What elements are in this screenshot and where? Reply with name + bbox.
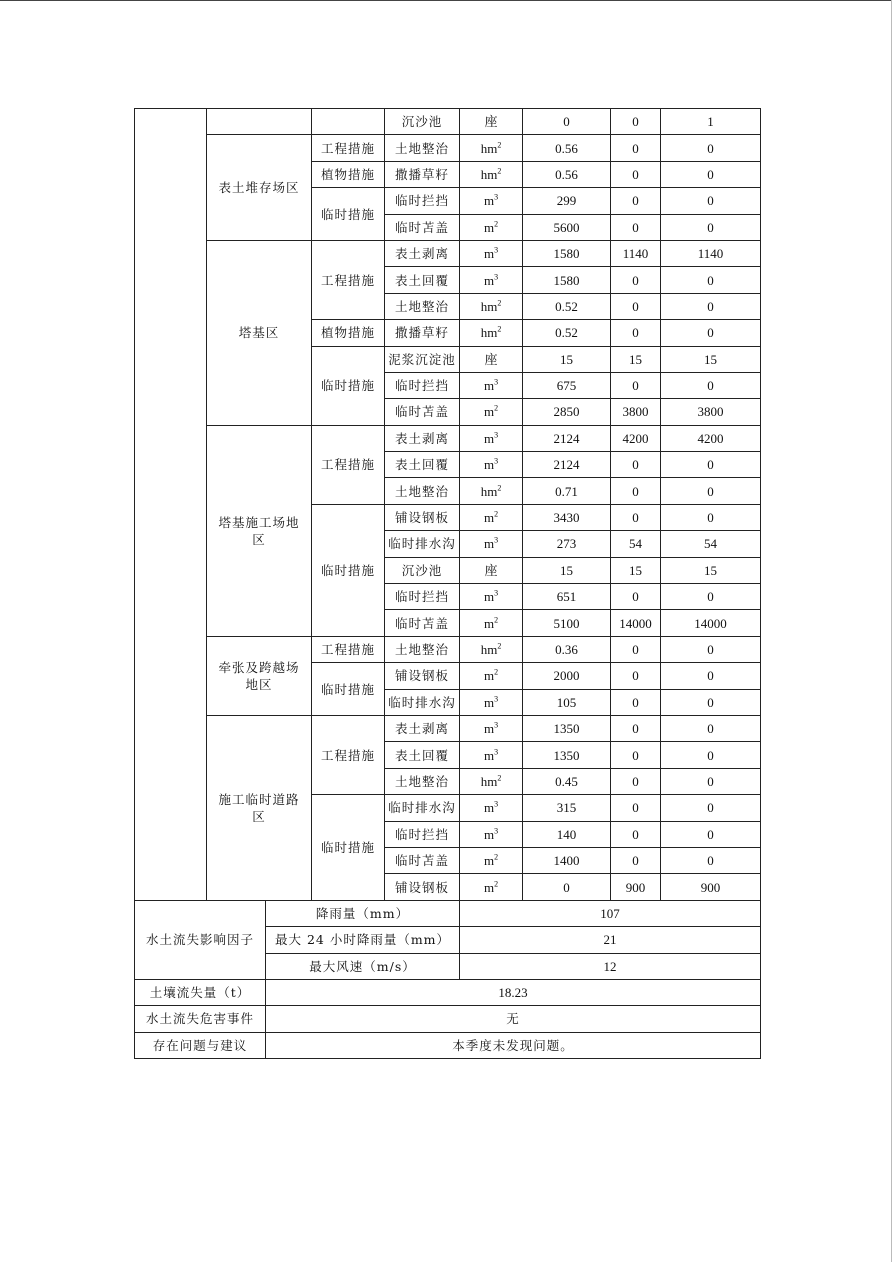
measure-cell: 临时措施	[312, 346, 385, 425]
table-row	[135, 135, 761, 161]
planned-cell: 0	[523, 874, 611, 900]
done-quarter-cell: 0	[611, 742, 661, 768]
done-total-cell: 0	[661, 267, 761, 293]
done-quarter-cell: 3800	[611, 399, 661, 425]
done-quarter-cell: 54	[611, 531, 661, 557]
planned-cell: 140	[523, 821, 611, 847]
done-total-cell: 15	[661, 346, 761, 372]
issues-label: 存在问题与建议	[135, 1032, 266, 1058]
item-cell: 临时排水沟	[385, 531, 460, 557]
unit-cell: $m^3$	[460, 742, 523, 768]
done-total-cell: 0	[661, 768, 761, 794]
planned-cell: 299	[523, 188, 611, 214]
done-quarter-cell: 0	[611, 584, 661, 610]
rainfall-label: 降雨量（mm）	[266, 900, 460, 926]
unit-cell: $m^3$	[460, 689, 523, 715]
done-quarter-cell: 0	[611, 452, 661, 478]
planned-cell: 0.45	[523, 768, 611, 794]
item-cell: 土地整治	[385, 478, 460, 504]
planned-cell: 0.71	[523, 478, 611, 504]
planned-cell: 2850	[523, 399, 611, 425]
max-wind-label: 最大风速（m/s）	[266, 953, 460, 979]
unit-cell: $m^2$	[460, 214, 523, 240]
planned-cell: 0.56	[523, 161, 611, 187]
factor-row	[135, 900, 761, 926]
unit-cell: $m^2$	[460, 663, 523, 689]
done-quarter-cell: 15	[611, 557, 661, 583]
item-cell: 临时拦挡	[385, 584, 460, 610]
unit-cell: $m^3$	[460, 821, 523, 847]
unit-cell: $m^2$	[460, 847, 523, 873]
planned-cell: 315	[523, 795, 611, 821]
unit-cell: 座	[460, 346, 523, 372]
done-quarter-cell: 0	[611, 135, 661, 161]
item-cell: 表土剥离	[385, 425, 460, 451]
measure-cell: 工程措施	[312, 715, 385, 794]
max24-rainfall-value: 21	[460, 927, 761, 953]
done-quarter-cell: 0	[611, 267, 661, 293]
item-cell: 临时拦挡	[385, 188, 460, 214]
unit-cell: $m^2$	[460, 504, 523, 530]
done-quarter-cell: 0	[611, 320, 661, 346]
unit-cell: $hm^2$	[460, 636, 523, 662]
item-cell: 铺设钢板	[385, 663, 460, 689]
table-row	[135, 715, 761, 741]
done-total-cell: 0	[661, 847, 761, 873]
hazard-label: 水土流失危害事件	[135, 1006, 266, 1032]
done-total-cell: 0	[661, 214, 761, 240]
measure-cell: 工程措施	[312, 636, 385, 662]
done-total-cell: 0	[661, 372, 761, 398]
done-quarter-cell: 14000	[611, 610, 661, 636]
area-cell: 牵张及跨越场地区	[207, 636, 312, 715]
measure-cell: 临时措施	[312, 795, 385, 901]
planned-cell: 0.56	[523, 135, 611, 161]
done-quarter-cell: 0	[611, 504, 661, 530]
table-row	[135, 425, 761, 451]
done-quarter-cell: 0	[611, 847, 661, 873]
done-total-cell: 0	[661, 715, 761, 741]
top-rule	[0, 0, 892, 1]
done-total-cell: 15	[661, 557, 761, 583]
measures-table	[134, 108, 761, 1059]
unit-cell: $m^3$	[460, 188, 523, 214]
planned-cell: 0.36	[523, 636, 611, 662]
done-total-cell: 0	[661, 293, 761, 319]
table-row	[135, 109, 761, 135]
done-total-cell: 900	[661, 874, 761, 900]
item-cell: 土地整治	[385, 636, 460, 662]
category-cell	[135, 109, 207, 901]
item-cell: 土地整治	[385, 293, 460, 319]
area-cell: 塔基区	[207, 240, 312, 425]
unit-cell: $m^3$	[460, 531, 523, 557]
unit-cell: $hm^2$	[460, 478, 523, 504]
planned-cell: 273	[523, 531, 611, 557]
done-total-cell: 0	[661, 452, 761, 478]
planned-cell: 651	[523, 584, 611, 610]
planned-cell: 3430	[523, 504, 611, 530]
done-quarter-cell: 0	[611, 161, 661, 187]
done-quarter-cell: 0	[611, 715, 661, 741]
planned-cell: 1350	[523, 742, 611, 768]
measure-cell: 临时措施	[312, 663, 385, 716]
unit-cell: $m^3$	[460, 584, 523, 610]
max-wind-value: 12	[460, 953, 761, 979]
unit-cell: $hm^2$	[460, 135, 523, 161]
area-cell: 表土堆存场区	[207, 135, 312, 241]
max24-rainfall-label: 最大 24 小时降雨量（mm）	[266, 927, 460, 953]
area-cell: 塔基施工场地区	[207, 425, 312, 636]
unit-cell: $hm^2$	[460, 293, 523, 319]
item-cell: 铺设钢板	[385, 874, 460, 900]
done-total-cell: 0	[661, 663, 761, 689]
planned-cell: 5600	[523, 214, 611, 240]
item-cell: 土地整治	[385, 768, 460, 794]
item-cell: 土地整治	[385, 135, 460, 161]
item-cell: 撒播草籽	[385, 161, 460, 187]
measure-cell: 工程措施	[312, 425, 385, 504]
done-total-cell: 0	[661, 478, 761, 504]
done-total-cell: 0	[661, 636, 761, 662]
done-quarter-cell: 0	[611, 663, 661, 689]
item-cell: 临时拦挡	[385, 821, 460, 847]
unit-cell: $hm^2$	[460, 320, 523, 346]
area-cell: 施工临时道路区	[207, 715, 312, 900]
item-cell: 临时排水沟	[385, 795, 460, 821]
planned-cell: 0.52	[523, 320, 611, 346]
measure-cell	[312, 109, 385, 135]
done-total-cell: 0	[661, 584, 761, 610]
planned-cell: 675	[523, 372, 611, 398]
done-total-cell: 0	[661, 161, 761, 187]
done-quarter-cell: 0	[611, 636, 661, 662]
item-cell: 表土回覆	[385, 742, 460, 768]
factors-label: 水土流失影响因子	[135, 900, 266, 979]
done-total-cell: 1140	[661, 240, 761, 266]
done-total-cell: 54	[661, 531, 761, 557]
planned-cell: 1400	[523, 847, 611, 873]
item-cell: 表土回覆	[385, 452, 460, 478]
unit-cell: $m^3$	[460, 425, 523, 451]
done-total-cell: 1	[661, 109, 761, 135]
done-total-cell: 0	[661, 689, 761, 715]
soil-loss-label: 土壤流失量（t）	[135, 979, 266, 1005]
item-cell: 临时苫盖	[385, 399, 460, 425]
done-quarter-cell: 0	[611, 188, 661, 214]
done-total-cell: 0	[661, 504, 761, 530]
measure-cell: 植物措施	[312, 161, 385, 187]
done-quarter-cell: 900	[611, 874, 661, 900]
done-quarter-cell: 0	[611, 821, 661, 847]
unit-cell: $m^3$	[460, 267, 523, 293]
unit-cell: $m^3$	[460, 240, 523, 266]
planned-cell: 0	[523, 109, 611, 135]
planned-cell: 2000	[523, 663, 611, 689]
item-cell: 临时拦挡	[385, 372, 460, 398]
planned-cell: 1350	[523, 715, 611, 741]
unit-cell: $m^3$	[460, 452, 523, 478]
done-quarter-cell: 0	[611, 372, 661, 398]
done-total-cell: 0	[661, 135, 761, 161]
measure-cell: 工程措施	[312, 135, 385, 161]
issues-value: 本季度未发现问题。	[266, 1032, 761, 1058]
done-quarter-cell: 0	[611, 293, 661, 319]
planned-cell: 15	[523, 346, 611, 372]
item-cell: 铺设钢板	[385, 504, 460, 530]
planned-cell: 105	[523, 689, 611, 715]
unit-cell: $m^3$	[460, 795, 523, 821]
done-quarter-cell: 0	[611, 795, 661, 821]
area-cell	[207, 109, 312, 135]
planned-cell: 15	[523, 557, 611, 583]
unit-cell: $m^2$	[460, 399, 523, 425]
item-cell: 临时苫盖	[385, 214, 460, 240]
item-cell: 表土回覆	[385, 267, 460, 293]
item-cell: 沉沙池	[385, 557, 460, 583]
unit-cell: 座	[460, 557, 523, 583]
item-cell: 临时排水沟	[385, 689, 460, 715]
item-cell: 临时苫盖	[385, 610, 460, 636]
done-total-cell: 0	[661, 821, 761, 847]
done-total-cell: 0	[661, 320, 761, 346]
done-total-cell: 14000	[661, 610, 761, 636]
unit-cell: 座	[460, 109, 523, 135]
unit-cell: $m^2$	[460, 874, 523, 900]
done-quarter-cell: 0	[611, 768, 661, 794]
item-cell: 泥浆沉淀池	[385, 346, 460, 372]
planned-cell: 1580	[523, 240, 611, 266]
rainfall-value: 107	[460, 900, 761, 926]
unit-cell: $m^2$	[460, 610, 523, 636]
unit-cell: $hm^2$	[460, 161, 523, 187]
item-cell: 临时苫盖	[385, 847, 460, 873]
planned-cell: 2124	[523, 425, 611, 451]
planned-cell: 5100	[523, 610, 611, 636]
done-quarter-cell: 1140	[611, 240, 661, 266]
summary-row	[135, 979, 761, 1005]
unit-cell: $m^3$	[460, 372, 523, 398]
done-total-cell: 3800	[661, 399, 761, 425]
done-quarter-cell: 0	[611, 478, 661, 504]
soil-loss-value: 18.23	[266, 979, 761, 1005]
measure-cell: 临时措施	[312, 504, 385, 636]
done-total-cell: 0	[661, 742, 761, 768]
summary-row	[135, 1006, 761, 1032]
table-row	[135, 240, 761, 266]
item-cell: 表土剥离	[385, 715, 460, 741]
measure-cell: 临时措施	[312, 188, 385, 241]
done-quarter-cell: 0	[611, 689, 661, 715]
unit-cell: $hm^2$	[460, 768, 523, 794]
measure-cell: 工程措施	[312, 240, 385, 319]
item-cell: 表土剥离	[385, 240, 460, 266]
item-cell: 沉沙池	[385, 109, 460, 135]
done-quarter-cell: 15	[611, 346, 661, 372]
table-row	[135, 636, 761, 662]
done-quarter-cell: 0	[611, 109, 661, 135]
item-cell: 撒播草籽	[385, 320, 460, 346]
unit-cell: $m^3$	[460, 715, 523, 741]
done-quarter-cell: 4200	[611, 425, 661, 451]
measure-cell: 植物措施	[312, 320, 385, 346]
hazard-value: 无	[266, 1006, 761, 1032]
summary-row	[135, 1032, 761, 1058]
planned-cell: 0.52	[523, 293, 611, 319]
planned-cell: 1580	[523, 267, 611, 293]
planned-cell: 2124	[523, 452, 611, 478]
done-total-cell: 4200	[661, 425, 761, 451]
done-quarter-cell: 0	[611, 214, 661, 240]
done-total-cell: 0	[661, 795, 761, 821]
done-total-cell: 0	[661, 188, 761, 214]
